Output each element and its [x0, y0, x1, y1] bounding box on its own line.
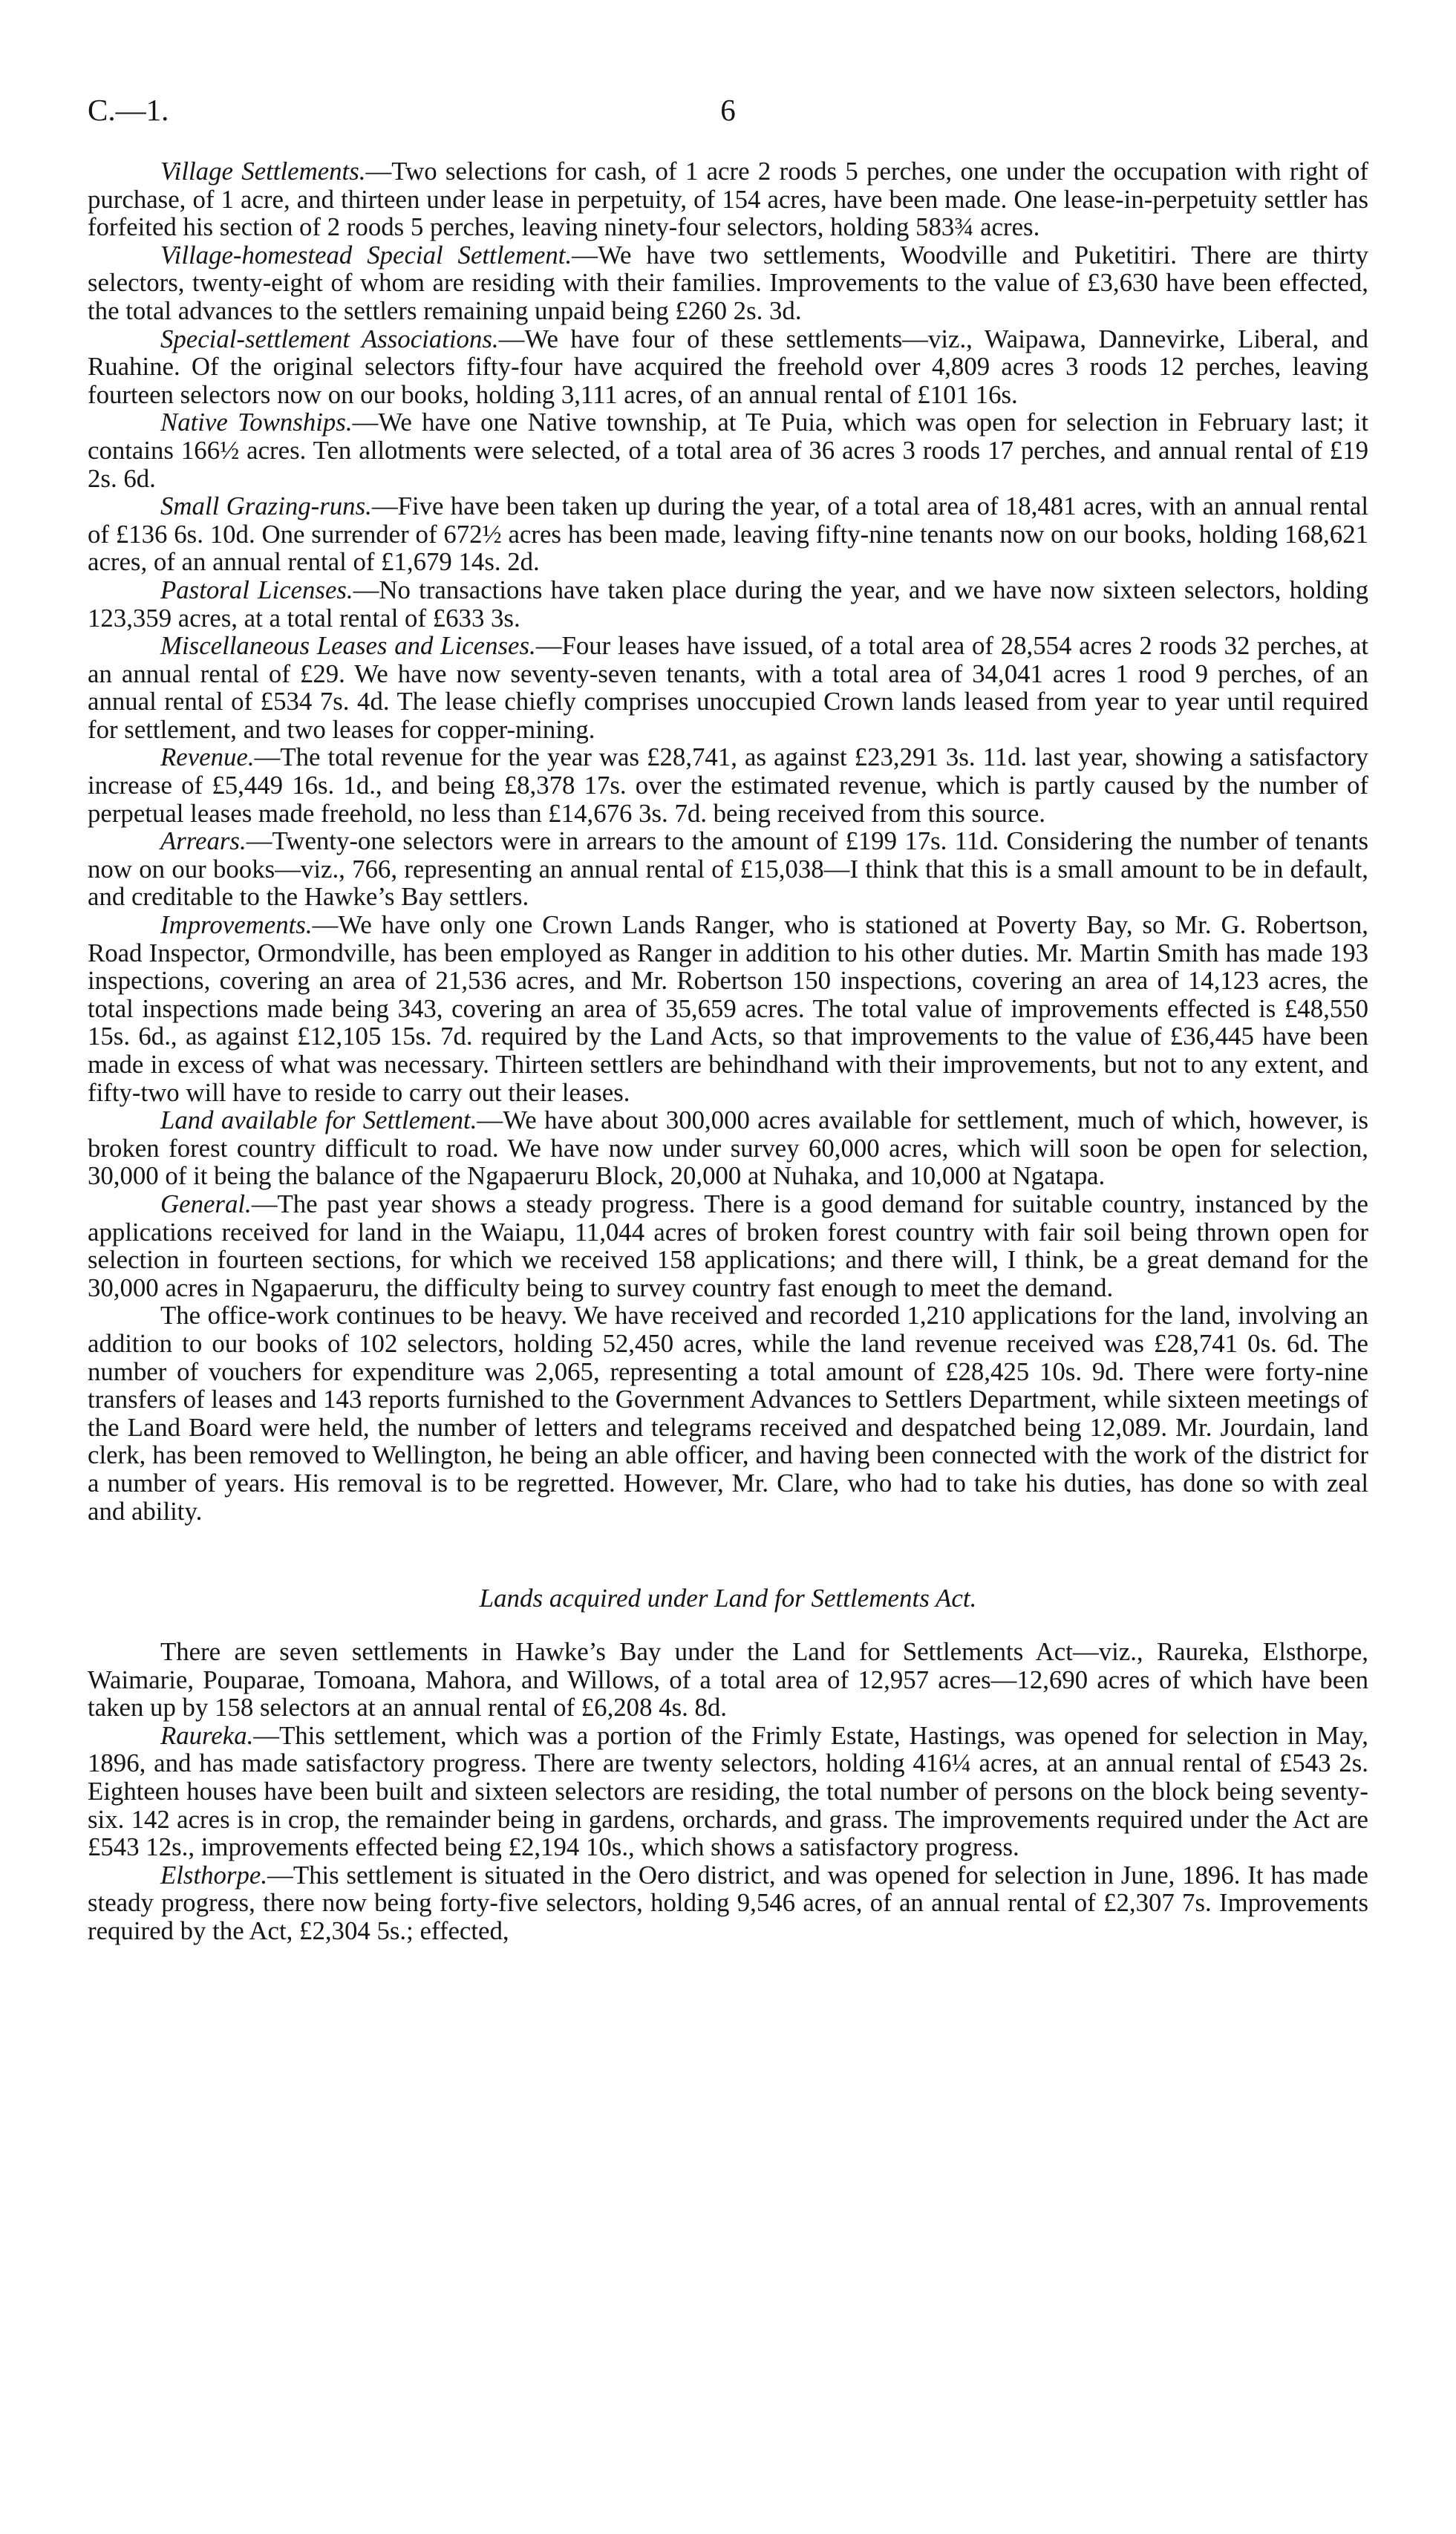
paragraph-native-townships — [88, 408, 1368, 492]
paragraph-small-grazing-runs — [88, 492, 1368, 576]
paragraph-pastoral-licenses — [88, 576, 1368, 632]
document-code: C.—1. — [88, 93, 169, 127]
paragraph-text: —Two selections for cash, of 1 acre 2 roods 5 perches, one under the occupation with right of purchase, of 1 acre, and thirteen under lease in perpetuity, of 154 acres, have been made. One lease-in-perpetuity settler has forfeited his section of 2 roods 5 perches, leaving ninety-four selectors, holding 583¾ acres. — [88, 157, 1368, 242]
paragraph-text: —We have about 300,000 acres available for settlement, much of which, however, is broken forest country difficult to road. We have now under survey 60,000 acres, which will soon be open for selection, 30,000 of it being the balance of the Ngapaeruru Block, 20,000 at Nuhaka, and 10,000 at Ngatapa. — [88, 1106, 1368, 1191]
paragraph-text: The office-work continues to be heavy. We have received and recorded 1,210 applications for the land, involving an addition to our books of 102 selectors, holding 52,450 acres, while the land revenue received was £28,741 0s. 6d. The number of vouchers for expenditure was 2,065, representing a total amount of £28,425 10s. 9d. There were forty-nine transfers of leases and 143 reports furnished to the Government Advances to Settlers Department, while sixteen meetings of the Land Board were held, the number of letters and telegrams received and despatched being 12,089. Mr. Jourdain, land clerk, has been removed to Wellington, he being an able officer, and having been connected with the work of the district for a number of years. His removal is to be regretted. However, Mr. Clare, who had to take his duties, has done so with zeal and ability. — [88, 1301, 1368, 1526]
paragraph-special-settlement-associations — [88, 325, 1368, 409]
paragraph-text: —This settlement, which was a portion of the Frimly Estate, Hastings, was opened for selection in May, 1896, and has made satisfactory progress. There are twenty selectors, holding 416¼ acres, at an annual rental of £543 2s. Eighteen houses have been built and sixteen selectors are residing, the total number of persons on the block being seventy-six. 142 acres is in crop, the remainder being in gardens, orchards, and grass. The improvements required under the Act are £543 12s., improvements effected being £2,194 10s., which shows a satisfactory progress. — [88, 1720, 1368, 1862]
paragraph-text: —No transactions have taken place during the year, and we have now sixteen selectors, holding 123,359 acres, at a total rental of £633 3s. — [88, 575, 1368, 633]
paragraph-lead: Raureka. — [160, 1720, 254, 1750]
paragraph-lead: Revenue. — [160, 742, 255, 772]
paragraph-lead: Small Grazing-runs. — [160, 492, 372, 521]
paragraph-text: There are seven settlements in Hawke’s Bay under the Land for Settlements Act—viz., Raureka, Elsthorpe, Waimarie, Pouparae, Tomoana, Mahora, and Willows, of a total area of 12,957 acres—12,690 acres of which have been taken up by 158 selectors at an annual rental of £6,208 4s. 8d. — [88, 1637, 1368, 1722]
paragraph-text: —Five have been taken up during the year, of a total area of 18,481 acres, with an annual rental of £136 6s. 10d. One surrender of 672½ acres has been made, leaving fifty-nine tenants now on our books, holding 168,621 acres, of an annual rental of £1,679 14s. 2d. — [88, 492, 1369, 577]
paragraph-arrears — [88, 827, 1368, 911]
paragraph-text: —The past year shows a steady progress. There is a good demand for suitable country, instanced by the applications received for land in the Waiapu, 11,044 acres of broken forest country with fair soil being thrown open for selection in fourteen sections, for which we received 158 applications; and there will, I think, be a great demand for the 30,000 acres in Ngapaeruru, the difficulty being to survey country fast enough to meet the demand. — [88, 1189, 1368, 1302]
paragraph-text: —This settlement is situated in the Oero district, and was opened for selection in June, 1896. It has made steady progress, there now being forty-five selectors, holding 9,546 acres, of an annual rental of £2,307 7s. Improvements required by the Act, £2,304 5s.; effected, — [88, 1860, 1368, 1946]
paragraph-lead: Native Townships. — [160, 408, 353, 437]
paragraph-text: —Four leases have issued, of a total area of 28,554 acres 2 roods 32 perches, at an annual rental of £29. We have now seventy-seven tenants, with a total area of 34,041 acres 1 rood 9 perches, of an annual rental of £534 7s. 4d. The lease chiefly comprises unoccupied Crown lands leased from year to year until required for settlement, and two leases for copper-mining. — [88, 631, 1368, 744]
paragraph-raureka — [88, 1722, 1368, 1861]
paragraph-improvements — [88, 911, 1368, 1106]
paragraph-lead: Special-settlement Associations. — [160, 324, 499, 353]
paragraph-text: —Twenty-one selectors were in arrears to the amount of £199 17s. 11d. Considering the number of tenants now on our books—viz., 766, representing an annual rental of £15,038—I think that this is a small amount to be in default, and creditable to the Hawke’s Bay settlers. — [88, 826, 1368, 912]
paragraph-lead: Village-homestead Special Settlement. — [160, 240, 572, 270]
paragraph-text: —We have two settlements, Woodville and Puketitiri. There are thirty selectors, twenty-eight of whom are residing with their families. Improvements to the value of £3,630 have been effected, the total advances to the settlers remaining unpaid being £260 2s. 3d. — [88, 240, 1368, 325]
paragraph-land-available — [88, 1106, 1368, 1190]
page-number: 6 — [720, 93, 736, 127]
paragraph-lead: Village Settlements. — [160, 157, 366, 186]
paragraph-text: —The total revenue for the year was £28,741, as against £23,291 3s. 11d. last year, showing a satisfactory increase of £5,449 16s. 1d., and being £8,378 17s. over the estimated revenue, which is partly caused by the number of perpetual leases made freehold, no less than £14,676 3s. 7d. being received from this source. — [88, 742, 1368, 828]
paragraph-lead: Arrears. — [160, 826, 247, 856]
paragraph-lead: Elsthorpe. — [160, 1860, 268, 1890]
paragraph-text: —We have four of these settlements—viz., Waipawa, Dannevirke, Liberal, and Ruahine. Of the original selectors fifty-four have acquired the freehold over 4,809 acres 3 roods 12 perches, leaving fourteen selectors now on our books, holding 3,111 acres, of an annual rental of £101 16s. — [88, 324, 1368, 409]
paragraph-elsthorpe — [88, 1861, 1368, 1945]
paragraph-lead: General. — [160, 1189, 252, 1218]
paragraph-miscellaneous-leases — [88, 632, 1368, 743]
section-heading: Lands acquired under Land for Settlements Act. — [479, 1584, 977, 1613]
paragraph-settlements-overview — [88, 1638, 1368, 1722]
paragraph-lead: Improvements. — [160, 910, 313, 940]
paragraph-text: —We have only one Crown Lands Ranger, who is stationed at Poverty Bay, so Mr. G. Robertson, Road Inspector, Ormondville, has been employed as Ranger in addition to his other duties. Mr. Martin Smith has made 193 inspections, covering an area of 21,536 acres, and Mr. Robertson 150 inspections, covering an area of 14,123 acres, the total inspections made being 343, covering an area of 35,659 acres. The total value of improvements effected is £48,550 15s. 6d., as against £12,105 15s. 7d. required by the Land Acts, so that improvements to the value of £36,445 have been made in excess of what was necessary. Thirteen settlers are behindhand with their improvements, but not to any extent, and fifty-two will have to reside to carry out their leases. — [88, 910, 1368, 1107]
document-body — [88, 157, 1368, 1945]
paragraph-text: —We have one Native township, at Te Puia, which was open for selection in February last; it contains 166½ acres. Ten allotments were selected, of a total area of 36 acres 3 roods 17 perches, and annual rental of £19 2s. 6d. — [88, 408, 1368, 493]
paragraph-office-work — [88, 1302, 1368, 1525]
paragraph-lead: Land available for Settlement. — [160, 1106, 477, 1135]
paragraph-lead: Pastoral Licenses. — [160, 575, 353, 604]
paragraph-revenue — [88, 743, 1368, 827]
paragraph-village-settlements — [88, 157, 1368, 241]
paragraph-general — [88, 1190, 1368, 1302]
paragraph-lead: Miscellaneous Leases and Licenses. — [160, 631, 536, 661]
page-header — [88, 88, 1368, 132]
paragraph-village-homestead-special-settlement — [88, 241, 1368, 325]
